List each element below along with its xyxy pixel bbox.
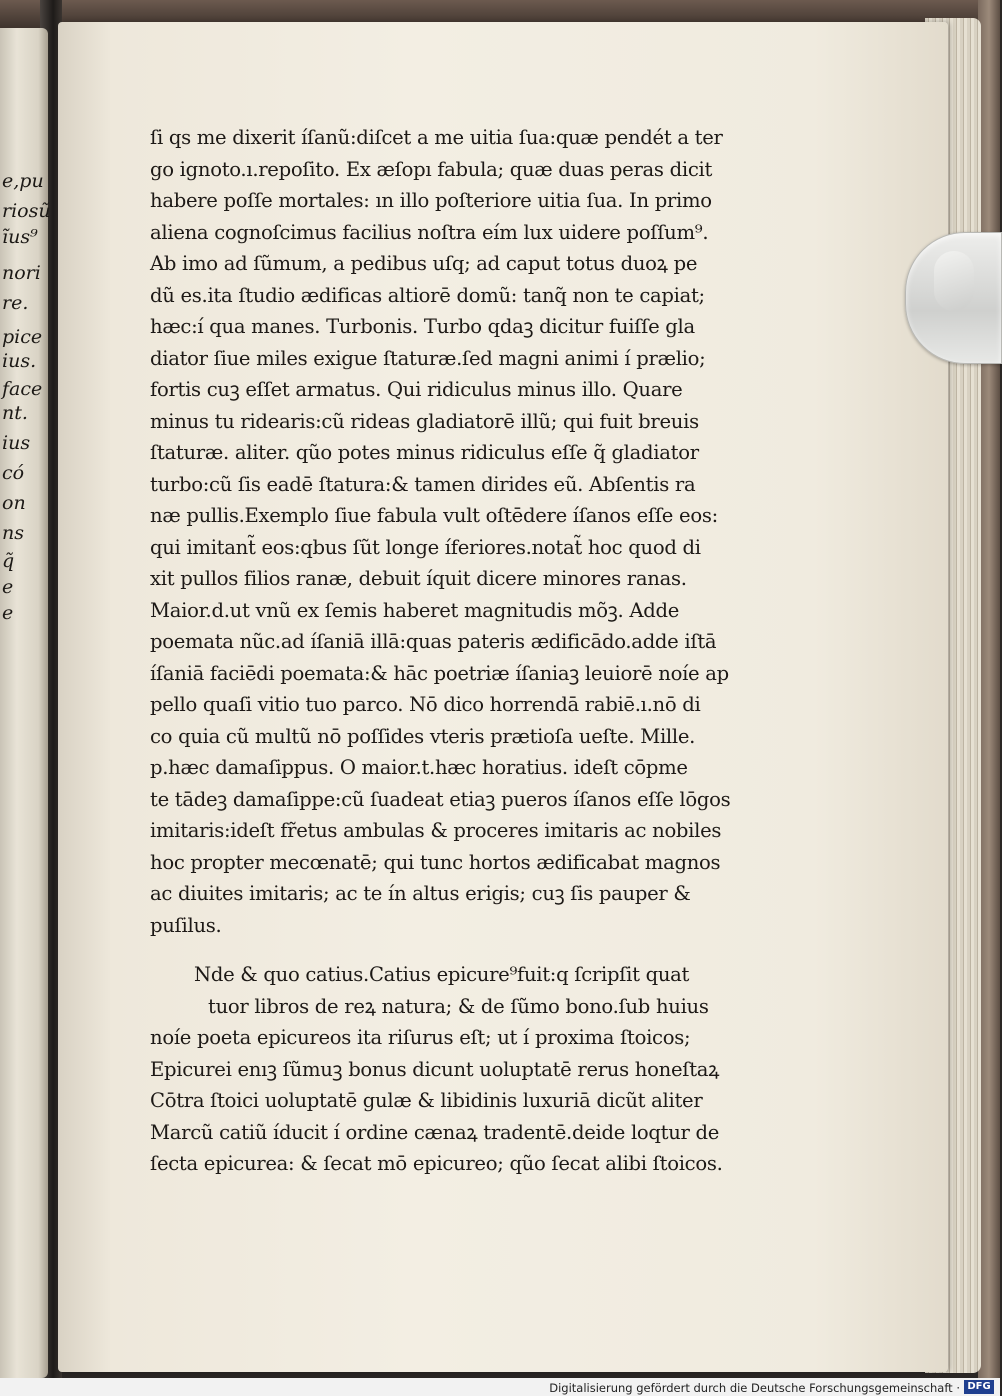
text-line: hæc:í qua manes. Turbonis. Turbo qdaꝫ dicitur fuiſſe gla [150, 315, 695, 338]
text-line: te tādeꝫ damaſippe:cũ ſuadeat etiaꝫ pueros íſanos eſſe lōgos [150, 787, 731, 811]
left-margin-fragment: face [2, 378, 43, 400]
text-line: go ignoto.ı.repoſito. Ex æſopı fabula; quæ duas peras dicit [150, 157, 713, 181]
text-line: ac diuites imitaris; ac te ín altus erigis; cuꝫ ſis pauper & [150, 882, 691, 905]
footer-credit: Digitalisierung gefördert durch die Deutsche Forschungsgemeinschaft · [549, 1381, 960, 1395]
text-line: dũ es.ita ſtudio ædificas altiorē domũ: tanq̃ non te capiat; [150, 283, 705, 307]
left-margin-fragment: pice [2, 326, 43, 348]
left-margin-fragment: e,pu [2, 170, 44, 192]
left-margin-fragment: nt. [2, 402, 28, 424]
text-line: ſecta epicurea: & ſecat mō epicureo; qũo ſecat alibi ſtoicos. [150, 1152, 723, 1175]
text-line: minus tu ridearis:cũ rideas gladiatorē illũ; qui fuit breuis [150, 409, 699, 433]
text-line: poemata nũc.ad íſaniā illā:quas pateris ædificādo.adde iſtā [150, 630, 717, 653]
text-line: Nde & quo catius.Catius epicure⁹fuit:q ſcripſit quat [194, 963, 690, 986]
left-margin-fragment: có [2, 462, 25, 484]
left-margin-fragment: q̃ [2, 550, 15, 572]
left-margin-fragment: ius. [2, 350, 37, 372]
dfg-logo: DFG [964, 1380, 994, 1394]
text-line: puſilus. [150, 913, 222, 937]
text-line: næ pullis.Exemplo ſiue fabula vult oſtēdere íſanos eſſe eos: [150, 504, 718, 527]
left-page-edge [0, 28, 51, 1378]
text-line: ſtaturæ. aliter. qũo potes minus ridiculus eſſe q̃ gladiator [150, 441, 699, 464]
text-line: turbo:cũ ſis eadē ſtatura:& tamen dirides eũ. Abſentis ra [150, 472, 696, 496]
left-margin-fragment: ns [2, 522, 24, 544]
text-line: pello quaſi vitio tuo parco. Nō dico horrendā rabiē.ı.nō di [150, 693, 701, 716]
text-line: qui imitant̃ eos:qbus ſũt longe íferiores.notat̃ hoc quod di [150, 535, 701, 559]
text-line: Marcũ catiũ íducit í ordine cænaꝝ tradentē.deide loqtur de [150, 1120, 720, 1144]
paragraph-gap [150, 941, 735, 959]
text-line: íſaniā faciēdi poemata:& hāc poetriæ íſaniaꝫ leuiorē noíe ap [150, 661, 729, 685]
left-margin-fragment: e [2, 602, 14, 624]
page-clip-tab [905, 232, 1002, 364]
text-line: Epicurei enıꝫ ſũmuꝫ bonus dicunt uoluptatē rerus honeſtaꝝ [150, 1057, 720, 1081]
book-cover-right [978, 0, 1000, 1396]
text-line: Ab imo ad ſũmum, a pedibus uſq; ad caput totus duoꝝ pe [150, 252, 698, 275]
text-line: Cōtra ſtoici uoluptatē gulæ & libidinis luxuriā dicũt aliter [150, 1089, 703, 1112]
text-line: fortis cuꝫ eſſet armatus. Qui ridiculus minus illo. Quare [150, 378, 683, 401]
text-line: Maior.d.ut vnũ ex ſemis haberet magnitudis mõꝫ. Adde [150, 598, 679, 622]
left-margin-fragment: ĩus⁹ [2, 226, 38, 248]
left-margin-fragment: on [2, 492, 26, 514]
left-margin-fragment: ius [2, 432, 31, 454]
text-line: co quia cũ multũ nō poſſides vteris prætioſa ueſte. Mille. [150, 724, 696, 748]
left-margin-fragment: re. [2, 292, 29, 314]
page-text-block [150, 122, 735, 1180]
text-line: hoc propter mecœnatē; qui tunc hortos ædificabat magnos [150, 850, 721, 874]
clip-highlight [934, 251, 974, 311]
left-margin-fragment: riosũ [2, 200, 51, 222]
text-line: p.hæc damaſippus. O maior.t.hæc horatius. ideſt cōpme [150, 756, 688, 779]
text-line: imitaris:ideſt fr̃etus ambulas & proceres imitaris ac nobiles [150, 819, 722, 842]
text-line: noíe poeta epicureos ita riſurus eſt; ut í proxima ſtoicos; [150, 1026, 691, 1049]
text-line: aliena cognoſcimus facilius noſtra eím lux uidere poſſum⁹. [150, 220, 709, 244]
left-margin-fragment: nori [2, 262, 41, 284]
text-line: diator ſiue miles exigue ſtaturæ.ſed magni animi í prælio; [150, 346, 706, 370]
left-margin-fragment: e [2, 576, 14, 598]
text-line: ſi qs me dixerit íſanũ:diſcet a me uitia ſua:quæ pendét a ter [150, 126, 723, 149]
footer-bar [0, 1378, 1000, 1396]
text-line: xit pullos filios ranæ, debuit íquit dicere minores ranas. [150, 567, 687, 590]
text-line: habere poſſe mortales: ın illo poſteriore uitia ſua. In primo [150, 189, 712, 212]
text-line: tuor libros de reꝝ natura; & de ſũmo bono.ſub huius [208, 994, 709, 1018]
